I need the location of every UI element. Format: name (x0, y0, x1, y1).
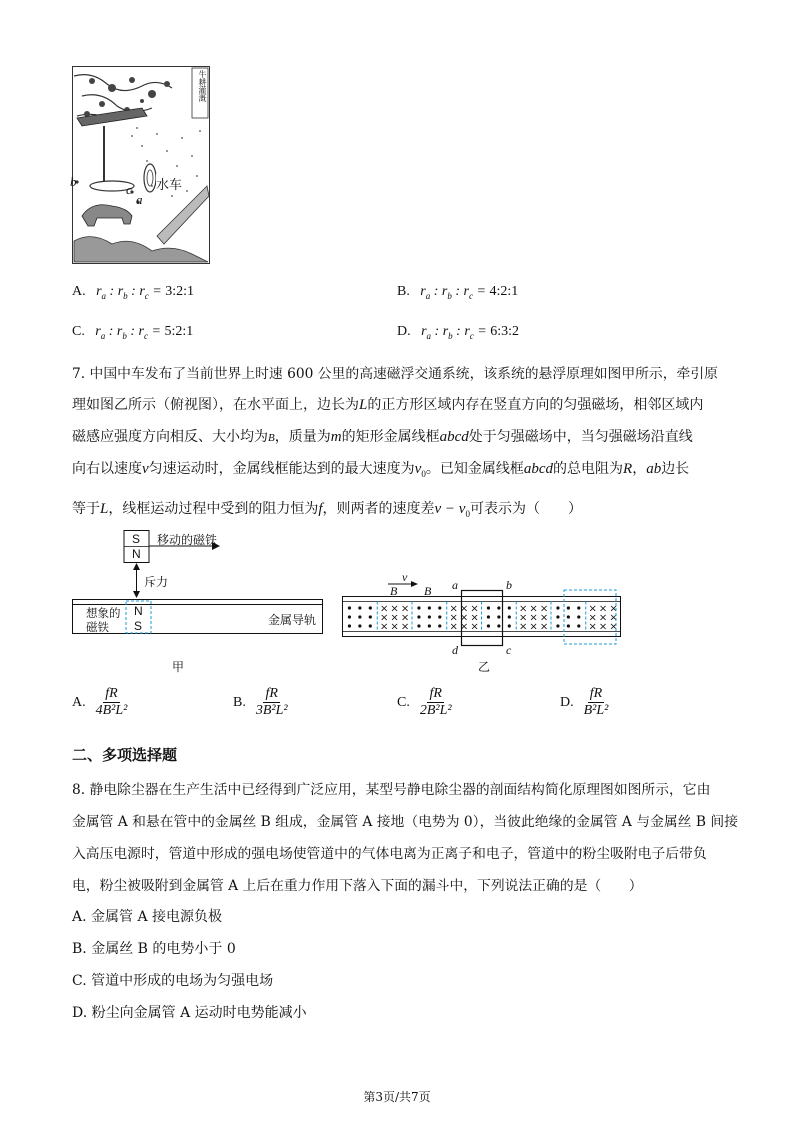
field-cross-mark: × (598, 603, 608, 615)
q7-sym-L-2: L (100, 501, 109, 517)
field-cross-mark: × (380, 621, 389, 633)
field-dot-mark (556, 615, 559, 618)
fig-yi-d: d (452, 643, 458, 657)
q8-option-d[interactable]: D. 粉尘向金属管 A 运动时电势能减小 (72, 1005, 307, 1021)
field-cross-mark: × (609, 603, 618, 615)
field-dot-mark (567, 606, 570, 609)
field-cross-mark: × (449, 612, 458, 624)
q7-line-2-a: 理如图乙所示（俯视图），在水平面上，边长为 (72, 397, 359, 413)
q7-line-5-a: 等于 (72, 501, 100, 517)
field-dot-mark (577, 624, 580, 627)
q7-sym-v0: v (414, 461, 422, 477)
field-cross-mark: × (400, 612, 410, 624)
illustration-title-label: 牛耕灌溉 (198, 70, 207, 102)
field-cross-mark: × (598, 621, 608, 633)
q7-option-d-num: fR (589, 686, 603, 701)
field-cross-mark: × (539, 612, 549, 624)
field-cross-mark: × (459, 612, 469, 624)
q7-sym-v-minus-v0-sub: 0 (465, 508, 470, 519)
fig-jia-S: S (132, 532, 141, 546)
field-dot-mark (567, 624, 570, 627)
field-dot-mark (348, 606, 351, 609)
q6-option-c[interactable] (72, 324, 193, 343)
q6-option-b-ratio: 4:2:1 (489, 284, 519, 299)
field-cross-mark: × (519, 603, 528, 615)
field-dot-mark (428, 606, 431, 609)
field-cross-mark: × (449, 603, 458, 615)
field-cross-mark: × (519, 612, 528, 624)
fig-jia-imagined-1: 想象的 (86, 606, 121, 620)
q8-option-b[interactable]: B. 金属丝 B 的电势小于 0 (72, 941, 236, 957)
q7-sym-ab: ab (646, 461, 662, 477)
q7-line-5-d: 可表示为（ ） (469, 501, 582, 517)
field-dot-mark (417, 606, 420, 609)
figure-jia (72, 530, 327, 674)
q6-option-c-letter: C. (72, 324, 85, 339)
field-dot-mark (508, 624, 511, 627)
field-dot-mark (358, 624, 361, 627)
q7-sym-abcd: abcd (439, 429, 469, 445)
field-dot-mark (369, 624, 372, 627)
field-dot-mark (567, 615, 570, 618)
field-dot-mark (369, 606, 372, 609)
figure-yi (338, 572, 628, 672)
q8-line-1: 8. 静电除尘器在生产生活中已经得到广泛应用，某型号静电除尘器的剖面结构简化原理图如图所示，它由 (72, 782, 711, 798)
q7-line-5-c: ，则两者的速度差 (322, 501, 435, 517)
q7-option-c-num: fR (429, 686, 442, 701)
q7-option-b-fraction (256, 686, 288, 719)
fig-yi-b: b (506, 578, 512, 592)
field-dot-mark (487, 624, 490, 627)
field-dot-mark (369, 615, 372, 618)
q7-sym-R: R (623, 461, 633, 477)
q8-line-2: 金属管 A 和悬在管中的金属丝 B 组成，金属管 A 接地（电势为 0），当彼此绝缘的金属管 A 与金属丝 B 间接 (72, 814, 738, 830)
section-2-title: 二、多项选择题 (72, 746, 178, 764)
field-dot-mark (577, 615, 580, 618)
fig-jia-imagined-2: 磁铁 (86, 620, 109, 634)
q7-option-a-num: fR (105, 686, 118, 701)
field-dot-mark (556, 606, 559, 609)
q7-option-a-letter: A. (72, 694, 86, 710)
q7-option-d-letter: D. (560, 694, 574, 710)
q7-sym-v-minus-v0: v − v (434, 501, 466, 517)
field-dot-mark (577, 606, 580, 609)
field-dot-mark (348, 615, 351, 618)
q6-option-b-letter: B. (397, 284, 410, 299)
point-c-label: c (126, 182, 132, 197)
q7-option-c-fraction (420, 686, 452, 719)
field-cross-mark: × (539, 603, 549, 615)
q6-option-a[interactable] (72, 284, 194, 303)
q7-option-c[interactable] (397, 686, 452, 719)
field-dot-mark (428, 615, 431, 618)
q6-option-b[interactable] (397, 284, 518, 303)
fig-jia-S2: S (134, 619, 143, 633)
q6-option-d[interactable] (397, 324, 519, 343)
fig-jia-N2: N (134, 604, 143, 618)
field-dot-mark (508, 606, 511, 609)
field-cross-mark: × (609, 621, 618, 633)
q6-option-a-expr: $r_a$ : $r_b$ : $r_c$ = 3:2:1 (96, 284, 195, 301)
field-cross-mark: × (598, 612, 608, 624)
q8-option-a[interactable]: A. 金属管 A 接电源负极 (72, 909, 223, 925)
field-cross-mark: × (390, 603, 399, 615)
q7-option-c-den: 2B²L² (419, 703, 452, 718)
fig-jia-caption: 甲 (172, 660, 185, 674)
field-cross-mark: × (529, 612, 538, 624)
q7-line-3-c: 的矩形金属线框 (341, 429, 440, 445)
fig-yi-v: v (402, 570, 408, 584)
q6-option-c-expr: $r_a$ : $r_b$ : $r_c$ = 5:2:1 (95, 324, 194, 341)
fig-jia-rail: 金属导轨 (268, 613, 317, 627)
field-cross-mark: × (519, 621, 528, 633)
field-dot-mark (358, 606, 361, 609)
q6-option-d-letter: D. (397, 324, 411, 339)
q7-line-3 (72, 426, 693, 446)
q8-line-3: 入高压电源时，管道中形成的强电场使管道中的气体电离为正离子和电子，管道中的粉尘吸附电子后带负 (72, 846, 707, 862)
fig-yi-c: c (506, 643, 512, 657)
field-cross-mark: × (470, 603, 479, 615)
q8-line-4: 电，粉尘被吸附到金属管 A 上后在重力作用下落入下面的漏斗中，下列说法正确的是（ ） (72, 878, 643, 894)
field-dot-mark (487, 606, 490, 609)
field-cross-mark: × (390, 612, 399, 624)
field-cross-mark: × (459, 603, 469, 615)
q7-sym-v: v (142, 461, 149, 477)
q7-sym-f: f (318, 501, 323, 517)
field-dot-mark (497, 606, 500, 609)
field-dot-mark (438, 615, 441, 618)
fig-yi-a: a (452, 578, 458, 592)
field-cross-mark: × (588, 612, 597, 624)
field-cross-mark: × (400, 603, 410, 615)
q7-sym-m: m (330, 429, 342, 445)
figure-jia-drawing (72, 530, 327, 670)
field-cross-mark: × (470, 612, 479, 624)
page-footer: 第3页/共7页 (363, 1090, 431, 1104)
q7-option-c-letter: C. (397, 694, 410, 710)
field-dot-mark (508, 615, 511, 618)
q6-option-d-expr: $r_a$ : $r_b$ : $r_c$ = 6:3:2 (421, 324, 520, 341)
q7-line-1: 7. 中国中车发布了当前世界上时速 600 公里的高速磁浮交通系统，该系统的悬浮原理如图甲所示，牵引原 (72, 366, 718, 382)
field-dot-mark (497, 615, 500, 618)
field-cross-mark: × (470, 621, 479, 633)
q7-option-d-den: B²L² (583, 703, 609, 718)
q7-sym-v0-sub: 0 (421, 468, 426, 479)
q6-option-a-ratio: 3:2:1 (165, 284, 195, 299)
q7-line-4-f: 边长 (661, 461, 690, 477)
fig-jia-N: N (132, 547, 141, 561)
fig-jia-moving-magnet: 移动的磁铁 (157, 533, 218, 547)
q7-sym-abcd-2: abcd (523, 461, 554, 477)
q7-option-d-fraction (584, 686, 609, 719)
field-cross-mark: × (609, 612, 618, 624)
q6-option-c-ratio: 5:2:1 (164, 324, 194, 339)
field-cross-mark: × (380, 612, 389, 624)
field-dot-mark (358, 615, 361, 618)
q7-option-b-num: fR (265, 686, 278, 701)
q7-option-a-fraction (96, 686, 128, 719)
figure-yi-drawing (338, 572, 628, 672)
q7-line-3-b: ，质量为 (274, 429, 331, 445)
q7-option-b-letter: B. (233, 694, 246, 710)
point-b-label: b (70, 174, 77, 189)
fig-yi-caption: 乙 (478, 660, 491, 674)
q7-line-2-b: 的正方形区域内存在竖直方向的匀强磁场，相邻区域内 (367, 397, 704, 413)
q7-line-4-e: ， (632, 461, 647, 477)
q7-line-4 (72, 458, 689, 479)
field-dot-mark (428, 624, 431, 627)
field-cross-mark: × (529, 621, 538, 633)
field-dot-mark (497, 624, 500, 627)
field-dot-mark (487, 615, 490, 618)
field-dot-mark (348, 624, 351, 627)
field-cross-mark: × (539, 621, 549, 633)
field-cross-mark: × (459, 621, 469, 633)
field-cross-mark: × (529, 603, 538, 615)
q7-line-4-b: 匀速运动时，金属线框能达到的最大速度为 (148, 461, 415, 477)
field-cross-mark: × (380, 603, 389, 615)
q7-line-2 (72, 394, 703, 414)
woodcut-illustration (72, 66, 210, 264)
field-dot-mark (417, 624, 420, 627)
fig-yi-B1: B (390, 584, 398, 598)
q6-option-a-letter: A. (72, 284, 86, 299)
field-dot-mark (556, 624, 559, 627)
field-cross-mark: × (390, 621, 399, 633)
q8-option-c[interactable]: C. 管道中形成的电场为匀强电场 (72, 973, 274, 989)
q6-option-d-ratio: 6:3:2 (490, 324, 520, 339)
q7-line-4-c: 。已知金属线框 (425, 461, 524, 477)
q7-line-5 (72, 498, 582, 519)
fig-jia-repulsion: 斥力 (144, 575, 169, 589)
q7-option-b-den: 3B²L² (255, 703, 288, 718)
waterwheel-label: 水车 (156, 174, 182, 193)
q7-option-a[interactable] (72, 686, 127, 719)
q7-sym-L: L (359, 397, 368, 413)
q7-sym-B: B (268, 432, 275, 444)
q7-line-5-b: ，线框运动过程中受到的阻力恒为 (108, 501, 319, 517)
q7-option-b[interactable] (233, 686, 288, 719)
q7-line-4-a: 向右以速度 (72, 461, 142, 477)
q7-line-3-d: 处于匀强磁场中，当匀强磁场沿直线 (468, 429, 693, 445)
field-cross-mark: × (449, 621, 458, 633)
woodcut-drawing (72, 66, 210, 264)
field-cross-mark: × (588, 621, 597, 633)
q6-option-b-expr: $r_a$ : $r_b$ : $r_c$ = 4:2:1 (420, 284, 519, 301)
q7-line-3-a: 磁感应强度方向相反、大小均为 (72, 429, 268, 445)
field-dot-mark (417, 615, 420, 618)
field-dot-mark (438, 624, 441, 627)
q7-option-a-den: 4B²L² (95, 703, 128, 718)
field-cross-mark: × (400, 621, 410, 633)
field-cross-mark: × (588, 603, 597, 615)
fig-yi-B2: B (424, 584, 432, 598)
q7-line-4-d: 的总电阻为 (553, 461, 624, 477)
point-a-label: a (136, 192, 143, 207)
field-dot-mark (438, 606, 441, 609)
q7-option-d[interactable] (560, 686, 608, 719)
